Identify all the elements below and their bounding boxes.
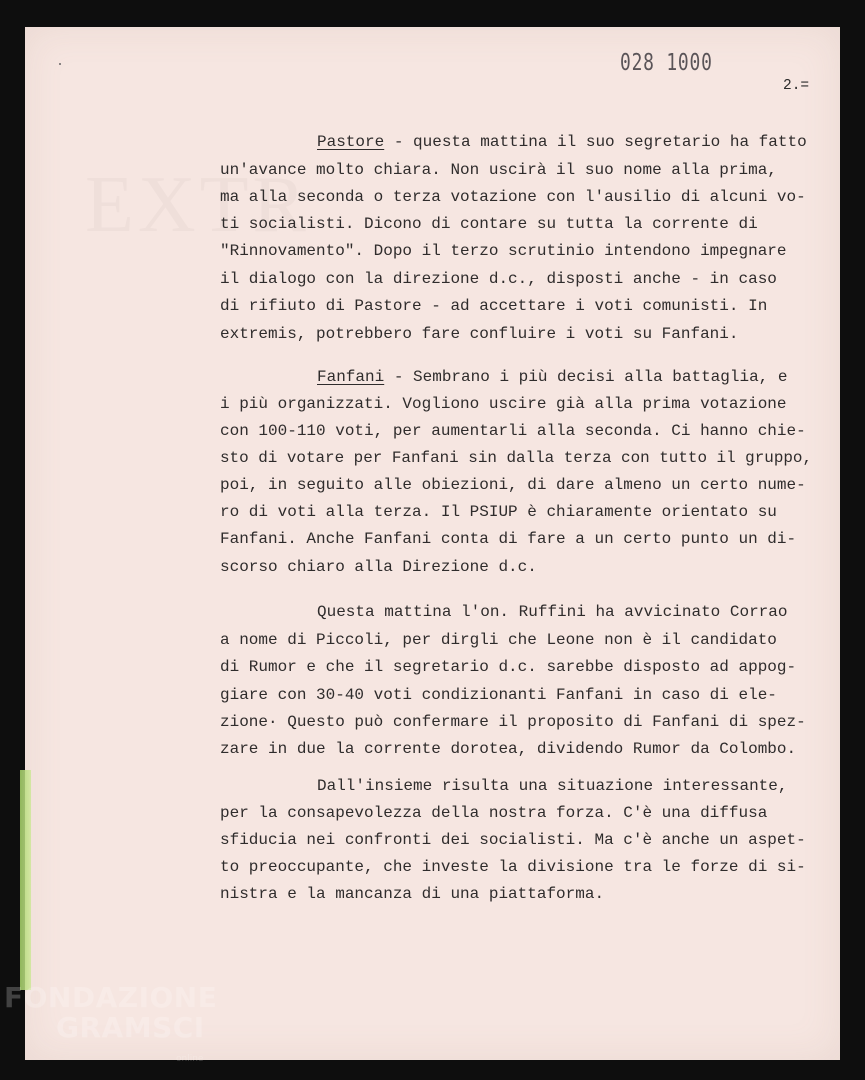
text-line: Dall'insieme risulta una situazione interessante, <box>317 777 788 795</box>
text-line: ti socialisti. Dicono di contare su tutta la corrente di <box>220 215 758 233</box>
text-line: to preoccupante, che investe la divisione tra le forze di si- <box>220 858 806 876</box>
text-line: zione· Questo può confermare il proposito di Fanfani di spez- <box>220 713 806 731</box>
text-line: un'avance molto chiara. Non uscirà il suo nome alla prima, <box>220 161 777 179</box>
text-line: poi, in seguito alle obiezioni, di dare almeno un certo nume- <box>220 476 806 494</box>
text-line: a nome di Piccoli, per dirgli che Leone non è il candidato <box>220 631 777 649</box>
watermark-line-2: GRAMSCI <box>56 1011 205 1044</box>
text-line: ro di voti alla terza. Il PSIUP è chiaramente orientato su <box>220 503 777 521</box>
text-line: scorso chiaro alla Direzione d.c. <box>220 558 537 576</box>
text-line <box>317 367 787 387</box>
text-line: per la consapevolezza della nostra forza. C'è una diffusa <box>220 804 768 822</box>
text-line: il dialogo con la direzione d.c., disposti anche - in caso <box>220 270 777 288</box>
text-line: giare con 30-40 voti condizionanti Fanfani in caso di ele- <box>220 686 777 704</box>
text-line: sto di votare per Fanfani sin dalla terza con tutto il gruppo, <box>220 449 813 467</box>
watermark-line-3: online <box>176 1054 204 1064</box>
line-rest: - questa mattina il suo segretario ha fatto <box>384 133 807 151</box>
text-line: di Rumor e che il segretario d.c. sarebbe disposto ad appog- <box>220 658 797 676</box>
archive-number: 028 1000 <box>620 50 713 76</box>
paper-speck <box>59 63 61 65</box>
watermark-line-1: FONDAZIONE <box>4 981 218 1014</box>
text-line: extremis, potrebbero fare confluire i voti su Fanfani. <box>220 325 739 343</box>
fondazione-gramsci-watermark <box>4 981 218 1044</box>
bleed-through-text: EXTR <box>85 161 310 249</box>
text-line: zare in due la corrente dorotea, dividendo Rumor da Colombo. <box>220 740 797 758</box>
text-line: nistra e la mancanza di una piattaforma. <box>220 885 605 903</box>
text-line: ma alla seconda o terza votazione con l'ausilio di alcuni vo- <box>220 188 806 206</box>
text-line: i più organizzati. Vogliono uscire già alla prima votazione <box>220 395 787 413</box>
text-line: Fanfani. Anche Fanfani conta di fare a un certo punto un di- <box>220 530 797 548</box>
text-line: sfiducia nei confronti dei socialisti. Ma c'è anche un aspet- <box>220 831 806 849</box>
text-line: Questa mattina l'on. Ruffini ha avvicinato Corrao <box>317 603 788 621</box>
green-tab-edge <box>20 770 31 990</box>
text-line: "Rinnovamento". Dopo il terzo scrutinio intendono impegnare <box>220 242 787 260</box>
text-line: di rifiuto di Pastore - ad accettare i voti comunisti. In <box>220 297 768 315</box>
line-rest: - Sembrano i più decisi alla battaglia, e <box>384 368 788 386</box>
text-line: con 100-110 voti, per aumentarli alla seconda. Ci hanno chie- <box>220 422 806 440</box>
section-heading-fanfani: Fanfani <box>317 368 385 386</box>
section-heading-pastore: Pastore <box>317 133 385 151</box>
text-line <box>317 132 807 152</box>
page-number: 2.= <box>783 78 810 94</box>
